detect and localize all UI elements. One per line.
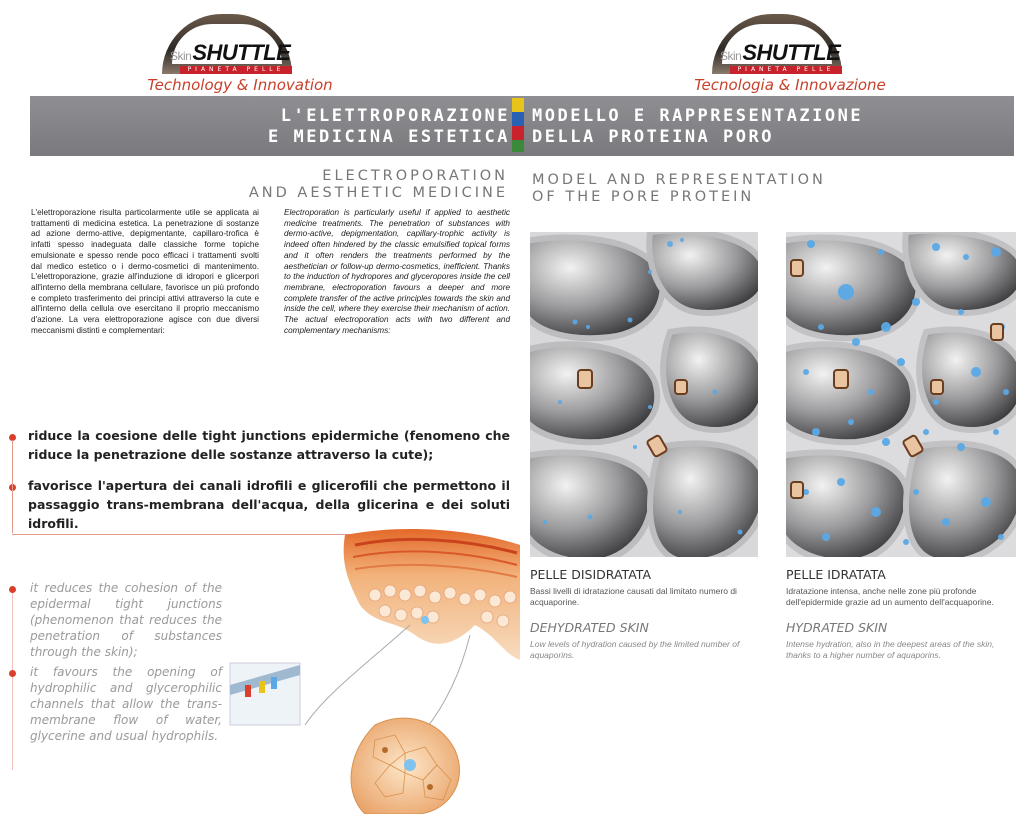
logo-brand (170, 40, 290, 66)
caption-hydrated-title-en: HYDRATED SKIN (786, 620, 888, 635)
pointer-line (305, 625, 410, 725)
caption-hydrated-text-it: Idratazione intensa, anche nelle zone più profonde dell'epidermide grazie ad un aumento dell'acquaporine. (786, 586, 994, 607)
header-color-block-yellow (512, 98, 524, 112)
caption-hydrated-text-en: Intense hydration, also in the deepest areas of the skin, thanks to a higher number of aquaporins. (786, 639, 995, 660)
bullet-it-2: favorisce l'apertura dei canali idrofili e glicerofili che permettono il passaggio trans-membrana dell'acqua, della glicerina e dei soluti idrofili. (28, 478, 510, 531)
bullet-guide-line (12, 440, 13, 533)
logo-brand-text: SHUTTLE (742, 40, 841, 65)
logo-brand-text: SHUTTLE (192, 40, 291, 65)
header-color-block-green (512, 140, 524, 152)
caption-dehydrated-text-it: Bassi livelli di idratazione causati dal limitato numero di acquaporine. (530, 586, 737, 607)
body-italian: L'elettroporazione risulta particolarmente utile se applicata ai trattamenti di medicina estetica. La penetrazione di sostanze ad azione dermo-attive, depigmentante, capillaro-trofica è infatti spesso inadeguata dalle classiche forme topiche emulsionate e spesso rende poco efficaci i trattamenti svolti dal medico estetico o i dermo-cosmetici di mantenimento. L'elettroporazione, grazie all'induzione di idropori e glicerpori all'interno della membrana cellulare, favorisce un più profondo e completo trasferimento dei principi attivi attraverso la cute e all'interno della cellula ove esercitano il proprio meccanismo d'azione. La vera elettroporazione agisce con due diversi meccanismi distinti e complementari: (31, 208, 259, 335)
logo-tagline: Technology & Innovation (147, 76, 333, 94)
dehydrated-skin-image (530, 232, 758, 557)
logo-prefix: Skin (720, 49, 742, 63)
bullet-dot (9, 586, 16, 593)
caption-hydrated-title-it: PELLE IDRATATA (786, 567, 886, 582)
caption-dehydrated-title-en: DEHYDRATED SKIN (530, 620, 649, 635)
header-right-line1: MODELLO E RAPPRESENTAZIONE (532, 106, 864, 126)
header-left-line1: L'ELETTROPORAZIONE (280, 106, 510, 126)
caption-dehydrated-title-it: PELLE DISIDRATATA (530, 567, 652, 582)
logo-brand (720, 40, 840, 66)
bullet-it-1: riduce la coesione delle tight junctions epidermiche (fenomeno che riduce la penetrazione delle sostanze attraverso la cute); (28, 428, 510, 462)
logo-right (690, 8, 890, 93)
bullet-en-1: it reduces the cohesion of the epidermal tight junctions (phenomenon that reduces the penetration of substances through the skin); (30, 581, 222, 659)
logo-tagline: Tecnologia & Innovazione (694, 76, 886, 94)
subtitle-left-line1: ELECTROPORATION (322, 168, 508, 184)
header-right-line2: DELLA PROTEINA PORO (532, 127, 774, 147)
logo-subline: PIANETA PELLE (180, 66, 292, 74)
body-english: Electroporation is particularly useful if applied to aesthetic medicine treatments. The penetration of substances with dermo-active, depigmentation, capillary-trophic activity is indeed often hindered by the classic emulsified topical forms and it often renders the treatments performed by the aesthetician or follow-up dermo-cosmetics, inefficient. Thanks to the induction of hydropores and glyceropores inside the cell membrane, electroporation favours a deeper and more complete transfer of the active principles towards the skin and inside the cell, where they exercise their mechanism of action. The actual electroporation acts with two different and complementary mechanisms: (284, 208, 510, 335)
logo-subline: PIANETA PELLE (730, 66, 842, 74)
logo-prefix: Skin (170, 49, 192, 63)
header-color-block-red (512, 126, 524, 140)
header-color-block-blue (512, 112, 524, 126)
caption-dehydrated-text-en: Low levels of hydration caused by the limited number of aquaporins. (530, 639, 740, 660)
header-left-line2: E MEDICINA ESTETICA (268, 127, 510, 147)
hydrated-skin-image (786, 232, 1016, 557)
bullet-dot (9, 670, 16, 677)
bullet-en-guide-line (12, 590, 13, 770)
subtitle-right-line1: MODEL AND REPRESENTATION (532, 172, 826, 188)
subtitle-right-line2: OF THE PORE PROTEIN (532, 189, 755, 205)
bullet-en-2: it favours the opening of hydrophilic and glycerophilic channels that allow the trans-membrane flow of water, glycerine and usual hydrophils. (30, 665, 222, 743)
subtitle-left-line2: AND AESTHETIC MEDICINE (248, 185, 508, 201)
skin-layers-illustration (225, 525, 525, 814)
logo-left (140, 8, 340, 93)
